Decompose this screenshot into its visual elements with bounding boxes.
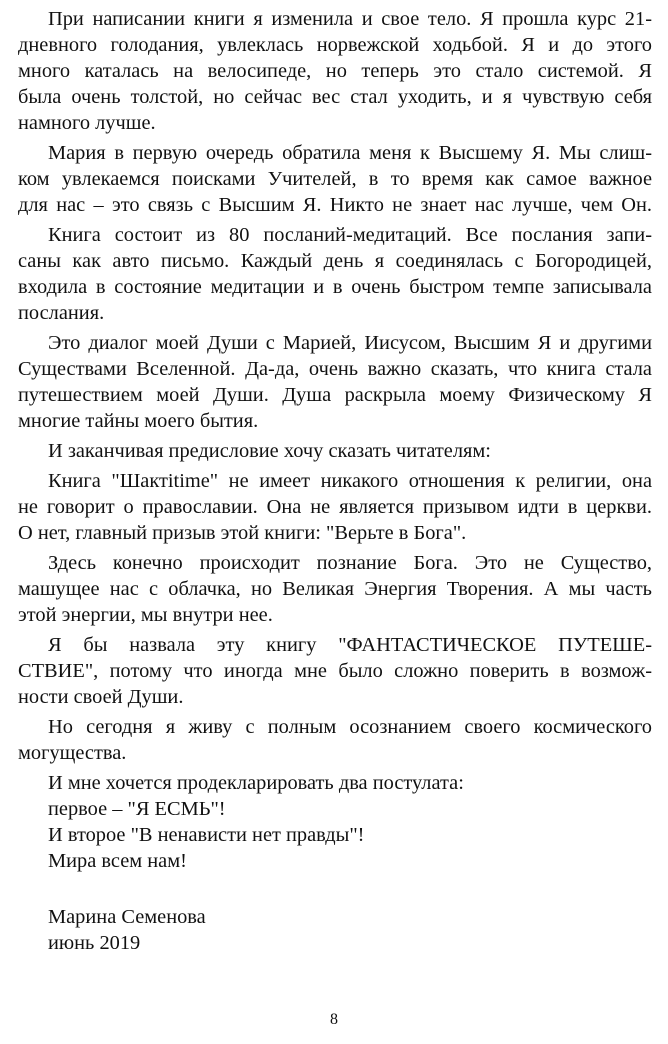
paragraph bbox=[18, 438, 652, 464]
closing-line: И второе "В ненависти нет правды"! bbox=[48, 824, 365, 846]
paragraph bbox=[18, 6, 652, 136]
text-line: много каталась на велосипеде, но теперь это стало системой. Я bbox=[18, 60, 652, 82]
text-line: этой энергии, мы внутри нее. bbox=[18, 604, 273, 626]
paragraph bbox=[18, 468, 652, 546]
text-line: Здесь конечно происходит познание Бога. Это не Существо, bbox=[48, 552, 652, 574]
text-line: была очень толстой, но сейчас вес стал уходить, и я чувствую себя bbox=[18, 86, 652, 108]
paragraph bbox=[18, 222, 652, 326]
closing-line: Мира всем нам! bbox=[48, 850, 187, 872]
signature-date: июнь 2019 bbox=[48, 932, 141, 954]
signature-block bbox=[18, 904, 652, 956]
text-line: Это диалог моей Души с Марией, Иисусом, Высшим Я и другими bbox=[48, 332, 652, 354]
text-line: Но сегодня я живу с полным осознанием своего космического bbox=[48, 716, 652, 738]
text-line: При написании книги я изменила и свое тело. Я прошла курс 21- bbox=[48, 8, 652, 30]
text-line: Книга "Шактitime" не имеет никакого отношения к религии, она bbox=[48, 470, 652, 492]
paragraph bbox=[18, 140, 652, 218]
text-line: Существами Вселенной. Да-да, очень важно сказать, что книга стала bbox=[18, 358, 652, 380]
page-number: 8 bbox=[330, 1011, 338, 1028]
text-line: Я бы назвала эту книгу "ФАНТАСТИЧЕСКОЕ ПУТЕШЕ- bbox=[48, 634, 652, 656]
text-line: Книга состоит из 80 посланий-медитаций. Все послания запи- bbox=[48, 224, 652, 246]
text-line: послания. bbox=[18, 302, 105, 324]
text-line: О нет, главный призыв этой книги: "Верьте в Бога". bbox=[18, 522, 467, 544]
closing-block bbox=[18, 770, 652, 874]
closing-line: И мне хочется продекларировать два постулата: bbox=[48, 772, 464, 794]
paragraph bbox=[18, 714, 652, 766]
signature-author: Марина Семенова bbox=[48, 906, 206, 928]
text-line: входила в состояние медитации и в очень быстром темпе записывала bbox=[18, 276, 652, 298]
text-line: многие тайны моего бытия. bbox=[18, 410, 259, 432]
spacer bbox=[18, 874, 652, 904]
closing-line: первое – "Я ЕСМЬ"! bbox=[48, 798, 226, 820]
text-line: СТВИЕ", потому что иногда мне было сложно поверить в возмож- bbox=[18, 660, 652, 682]
book-page bbox=[18, 6, 652, 956]
text-line: для нас – это связь с Высшим Я. Никто не знает нас лучше, чем Он. bbox=[18, 194, 652, 216]
paragraph bbox=[18, 632, 652, 710]
text-line: Мария в первую очередь обратила меня к Высшему Я. Мы слиш- bbox=[48, 142, 652, 164]
text-line: не говорит о православии. Она не является призывом идти в церкви. bbox=[18, 496, 652, 518]
text-line: машущее нас с облачка, но Великая Энергия Творения. А мы часть bbox=[18, 578, 652, 600]
paragraph bbox=[18, 330, 652, 434]
paragraph bbox=[18, 550, 652, 628]
text-line: могущества. bbox=[18, 742, 127, 764]
text-line: ности своей Души. bbox=[18, 686, 184, 708]
text-line: ком увлекаемся поисками Учителей, в то время как самое важное bbox=[18, 168, 652, 190]
text-line: дневного голодания, увлеклась норвежской ходьбой. Я и до этого bbox=[18, 34, 652, 56]
text-line: путешествием моей Души. Душа раскрыла моему Физическому Я bbox=[18, 384, 652, 406]
text-line: саны как авто письмо. Каждый день я соединялась с Богородицей, bbox=[18, 250, 652, 272]
text-line: намного лучше. bbox=[18, 112, 156, 134]
text-line: И заканчивая предисловие хочу сказать читателям: bbox=[48, 440, 491, 462]
